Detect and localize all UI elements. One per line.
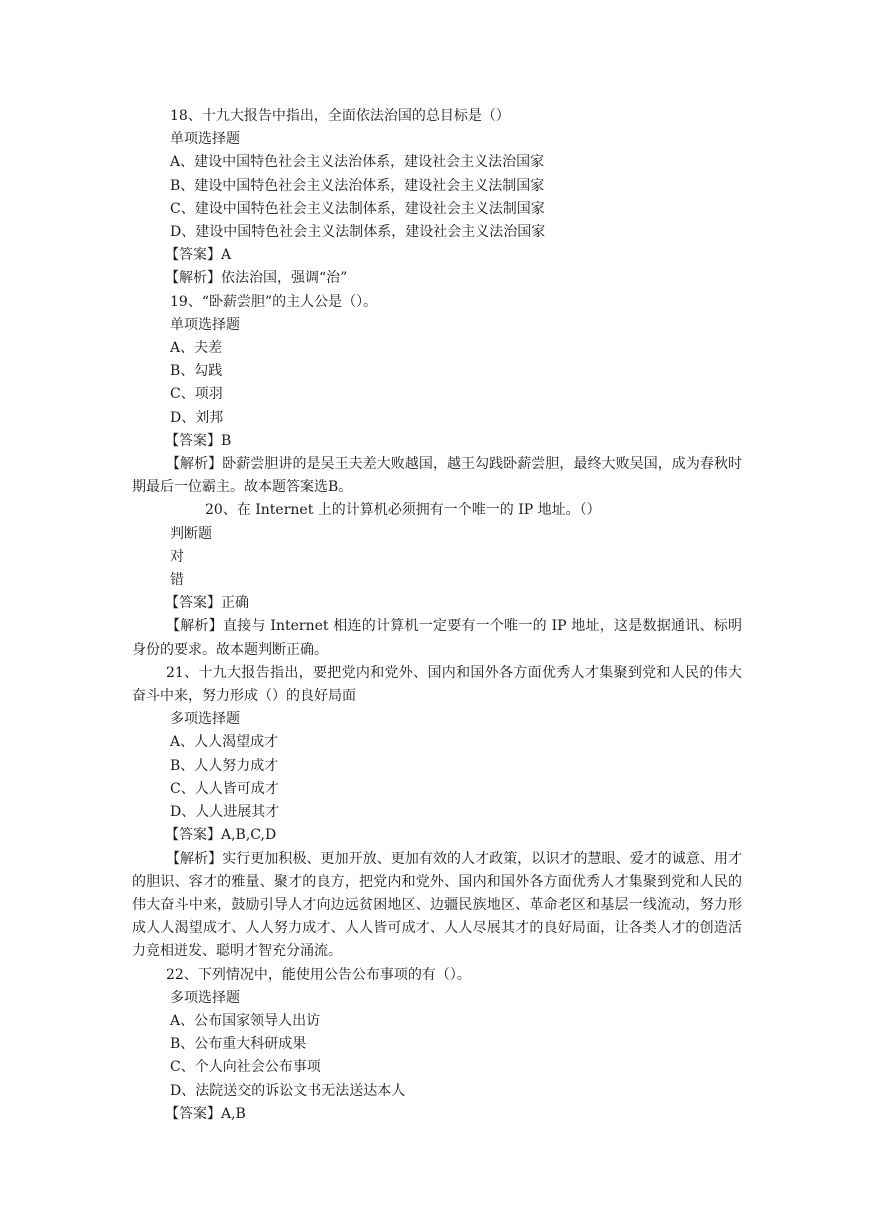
question-22-option-d: D、法院送交的诉讼文书无法送达本人 bbox=[170, 1082, 406, 1099]
question-21-analysis: 【解析】实行更加积极、更加开放、更加有效的人才政策，以识才的慧眼、爱才的诚意、用才的胆识、容才的雅量、聚才的良方，把党内和党外、国内和国外各方面优秀人才集聚到党和人民的伟大奋斗中来，鼓励引导人才向边远贫困地区、边疆民族地区、革命老区和基层一线流动，努力形成人人渴望成才、人人努力成才、人人皆可成才、人人尽展其才的良好局面，让各类人才的创造活力竞相迸发、聪明才智充分涌流。 bbox=[132, 850, 742, 960]
question-22-type: 多项选择题 bbox=[170, 989, 240, 1006]
question-22-answer: 【答案】A,B bbox=[165, 1105, 246, 1122]
question-20-analysis: 【解析】直接与 Internet 相连的计算机一定要有一个唯一的 IP 地址，这是数据通讯、标明身份的要求。故本题判断正确。 bbox=[132, 618, 742, 658]
question-19-analysis: 【解析】卧薪尝胆讲的是吴王夫差大败越国，越王勾践卧薪尝胆，最终大败吴国，成为春秋时期最后一位霸主。故本题答案选B。 bbox=[132, 456, 742, 496]
question-20-stem: 20、在 Internet 上的计算机必须拥有一个唯一的 IP 地址。（） bbox=[205, 502, 601, 519]
question-21-option-c: C、人人皆可成才 bbox=[170, 780, 279, 797]
question-22-option-a: A、公布国家领导人出访 bbox=[170, 1012, 321, 1029]
question-21-option-d: D、人人进展其才 bbox=[170, 804, 280, 821]
question-21-answer: 【答案】A,B,C,D bbox=[165, 827, 277, 844]
question-18-analysis: 【解析】依法治国，强调“治” bbox=[165, 270, 348, 287]
question-21-option-b: B、人人努力成才 bbox=[170, 757, 279, 774]
question-19-stem: 19、“卧薪尝胆”的主人公是（）。 bbox=[170, 293, 378, 310]
question-18-option-d: D、建设中国特色社会主义法制体系，建设社会主义法治国家 bbox=[170, 224, 546, 241]
question-21-option-a: A、人人渴望成才 bbox=[170, 734, 279, 751]
question-18-option-b: B、建设中国特色社会主义法治体系，建设社会主义法制国家 bbox=[170, 177, 545, 194]
question-22-option-c: C、个人向社会公布事项 bbox=[170, 1059, 321, 1076]
question-19-option-a: A、夫差 bbox=[170, 340, 223, 357]
question-18-answer: 【答案】A bbox=[165, 247, 232, 264]
question-20-type: 判断题 bbox=[170, 525, 212, 542]
document-body bbox=[132, 105, 742, 1126]
question-18-option-a: A、建设中国特色社会主义法治体系，建设社会主义法治国家 bbox=[170, 154, 545, 171]
question-20-option-false: 错 bbox=[170, 572, 184, 589]
question-19-answer: 【答案】B bbox=[165, 432, 232, 449]
question-18-type: 单项选择题 bbox=[170, 131, 240, 148]
question-19-option-c: C、项羽 bbox=[170, 386, 223, 403]
question-19-option-d: D、刘邦 bbox=[170, 409, 224, 426]
question-19-type: 单项选择题 bbox=[170, 316, 240, 333]
question-21-type: 多项选择题 bbox=[170, 711, 240, 728]
question-20-answer: 【答案】正确 bbox=[165, 595, 249, 612]
question-21-stem: 21、十九大报告指出，要把党内和党外、国内和国外各方面优秀人才集聚到党和人民的伟大奋斗中来，努力形成（）的良好局面 bbox=[132, 664, 742, 705]
question-19-option-b: B、勾践 bbox=[170, 363, 223, 380]
question-22-stem: 22、下列情况中，能使用公告公布事项的有（）。 bbox=[166, 966, 471, 983]
question-22-option-b: B、公布重大科研成果 bbox=[170, 1036, 307, 1053]
question-18-stem: 18、十九大报告中指出，全面依法治国的总目标是（） bbox=[170, 108, 510, 124]
question-20-option-true: 对 bbox=[170, 548, 184, 565]
question-18-option-c: C、建设中国特色社会主义法制体系，建设社会主义法制国家 bbox=[170, 200, 545, 217]
